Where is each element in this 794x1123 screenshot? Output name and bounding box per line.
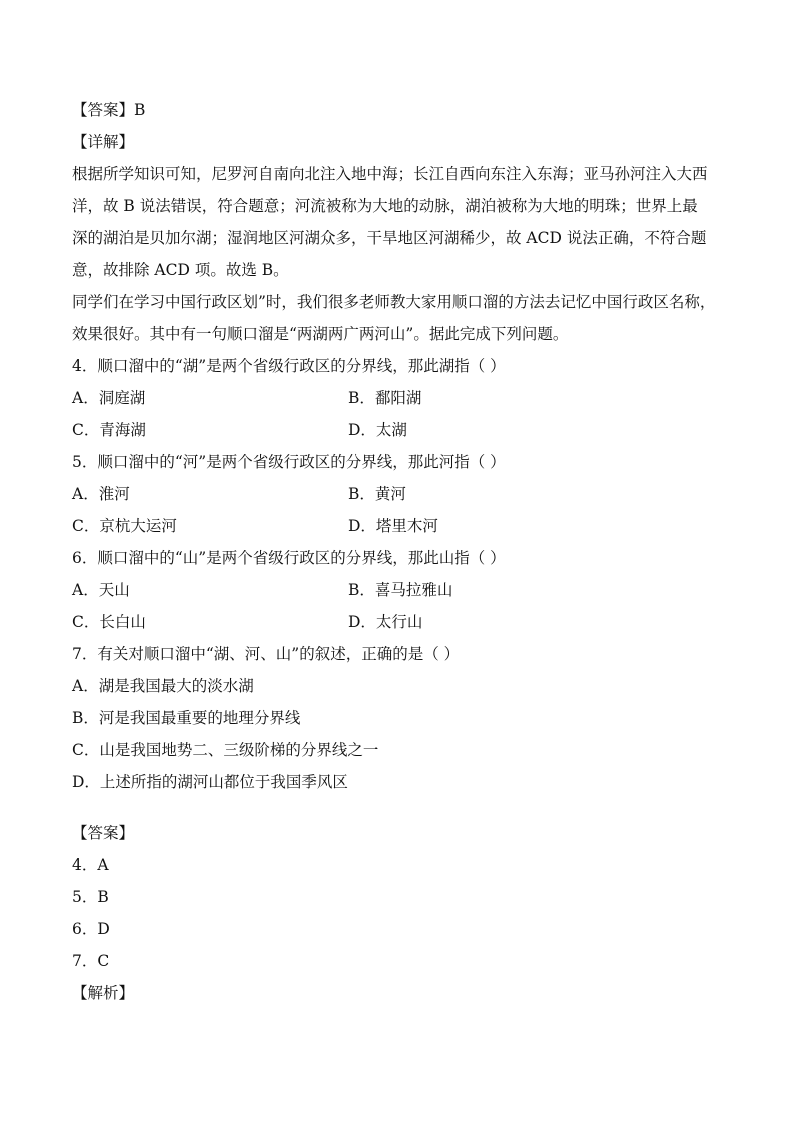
question-option: A．天山 (72, 581, 130, 599)
prev-detail-line: 根据所学知识可知，尼罗河自南向北注入地中海；长江自西向东注入东海；亚马孙河注入大西 (72, 165, 708, 183)
answer-item: 4．A (72, 856, 109, 874)
question-option: D．塔里木河 (348, 517, 438, 535)
question-stem: 4．顺口溜中的“湖”是两个省级行政区的分界线，那此湖指（ ） (72, 357, 506, 375)
question-option: D．上述所指的湖河山都位于我国季风区 (72, 773, 348, 791)
question-option: B．喜马拉雅山 (348, 581, 453, 599)
question-option: B．河是我国最重要的地理分界线 (72, 709, 301, 727)
question-option: A．洞庭湖 (72, 389, 146, 407)
question-option: D．太湖 (348, 421, 407, 439)
prev-detail-line: 意，故排除 ACD 项。故选 B。 (72, 261, 289, 279)
answer-item: 7．C (72, 952, 110, 970)
question-stem: 7．有关对顺口溜中“湖、河、山”的叙述，正确的是（ ） (72, 645, 460, 663)
answer-item: 6．D (72, 920, 110, 938)
question-option: A．淮河 (72, 485, 130, 503)
prev-answer: 【答案】B (72, 101, 146, 119)
answers-label: 【答案】 (72, 824, 135, 842)
question-option: B．黄河 (348, 485, 406, 503)
question-option: A．湖是我国最大的淡水湖 (72, 677, 254, 695)
analysis-label: 【解析】 (72, 984, 135, 1002)
question-option: C．青海湖 (72, 421, 146, 439)
intro-line: 效果很好。其中有一句顺口溜是“两湖两广两河山”。据此完成下列问题。 (72, 325, 569, 343)
question-stem: 5．顺口溜中的“河”是两个省级行政区的分界线，那此河指（ ） (72, 453, 506, 471)
question-option: D．太行山 (348, 613, 423, 631)
question-option: C．京杭大运河 (72, 517, 177, 535)
question-option: C．长白山 (72, 613, 146, 631)
prev-detail-line: 深的湖泊是贝加尔湖；湿润地区河湖众多，干旱地区河湖稀少，故 ACD 说法正确，不符合题 (72, 229, 707, 247)
prev-detail-line: 洋，故 B 说法错误，符合题意；河流被称为大地的动脉，湖泊被称为大地的明珠；世界上最 (72, 197, 698, 215)
question-option: C．山是我国地势二、三级阶梯的分界线之一 (72, 741, 379, 759)
question-stem: 6．顺口溜中的“山”是两个省级行政区的分界线，那此山指（ ） (72, 549, 506, 567)
prev-detail-label: 【详解】 (72, 133, 135, 151)
answer-item: 5．B (72, 888, 109, 906)
intro-line: 同学们在学习中国行政区划”时，我们很多老师教大家用顺口溜的方法去记忆中国行政区名称， (72, 293, 716, 311)
question-option: B．鄱阳湖 (348, 389, 422, 407)
